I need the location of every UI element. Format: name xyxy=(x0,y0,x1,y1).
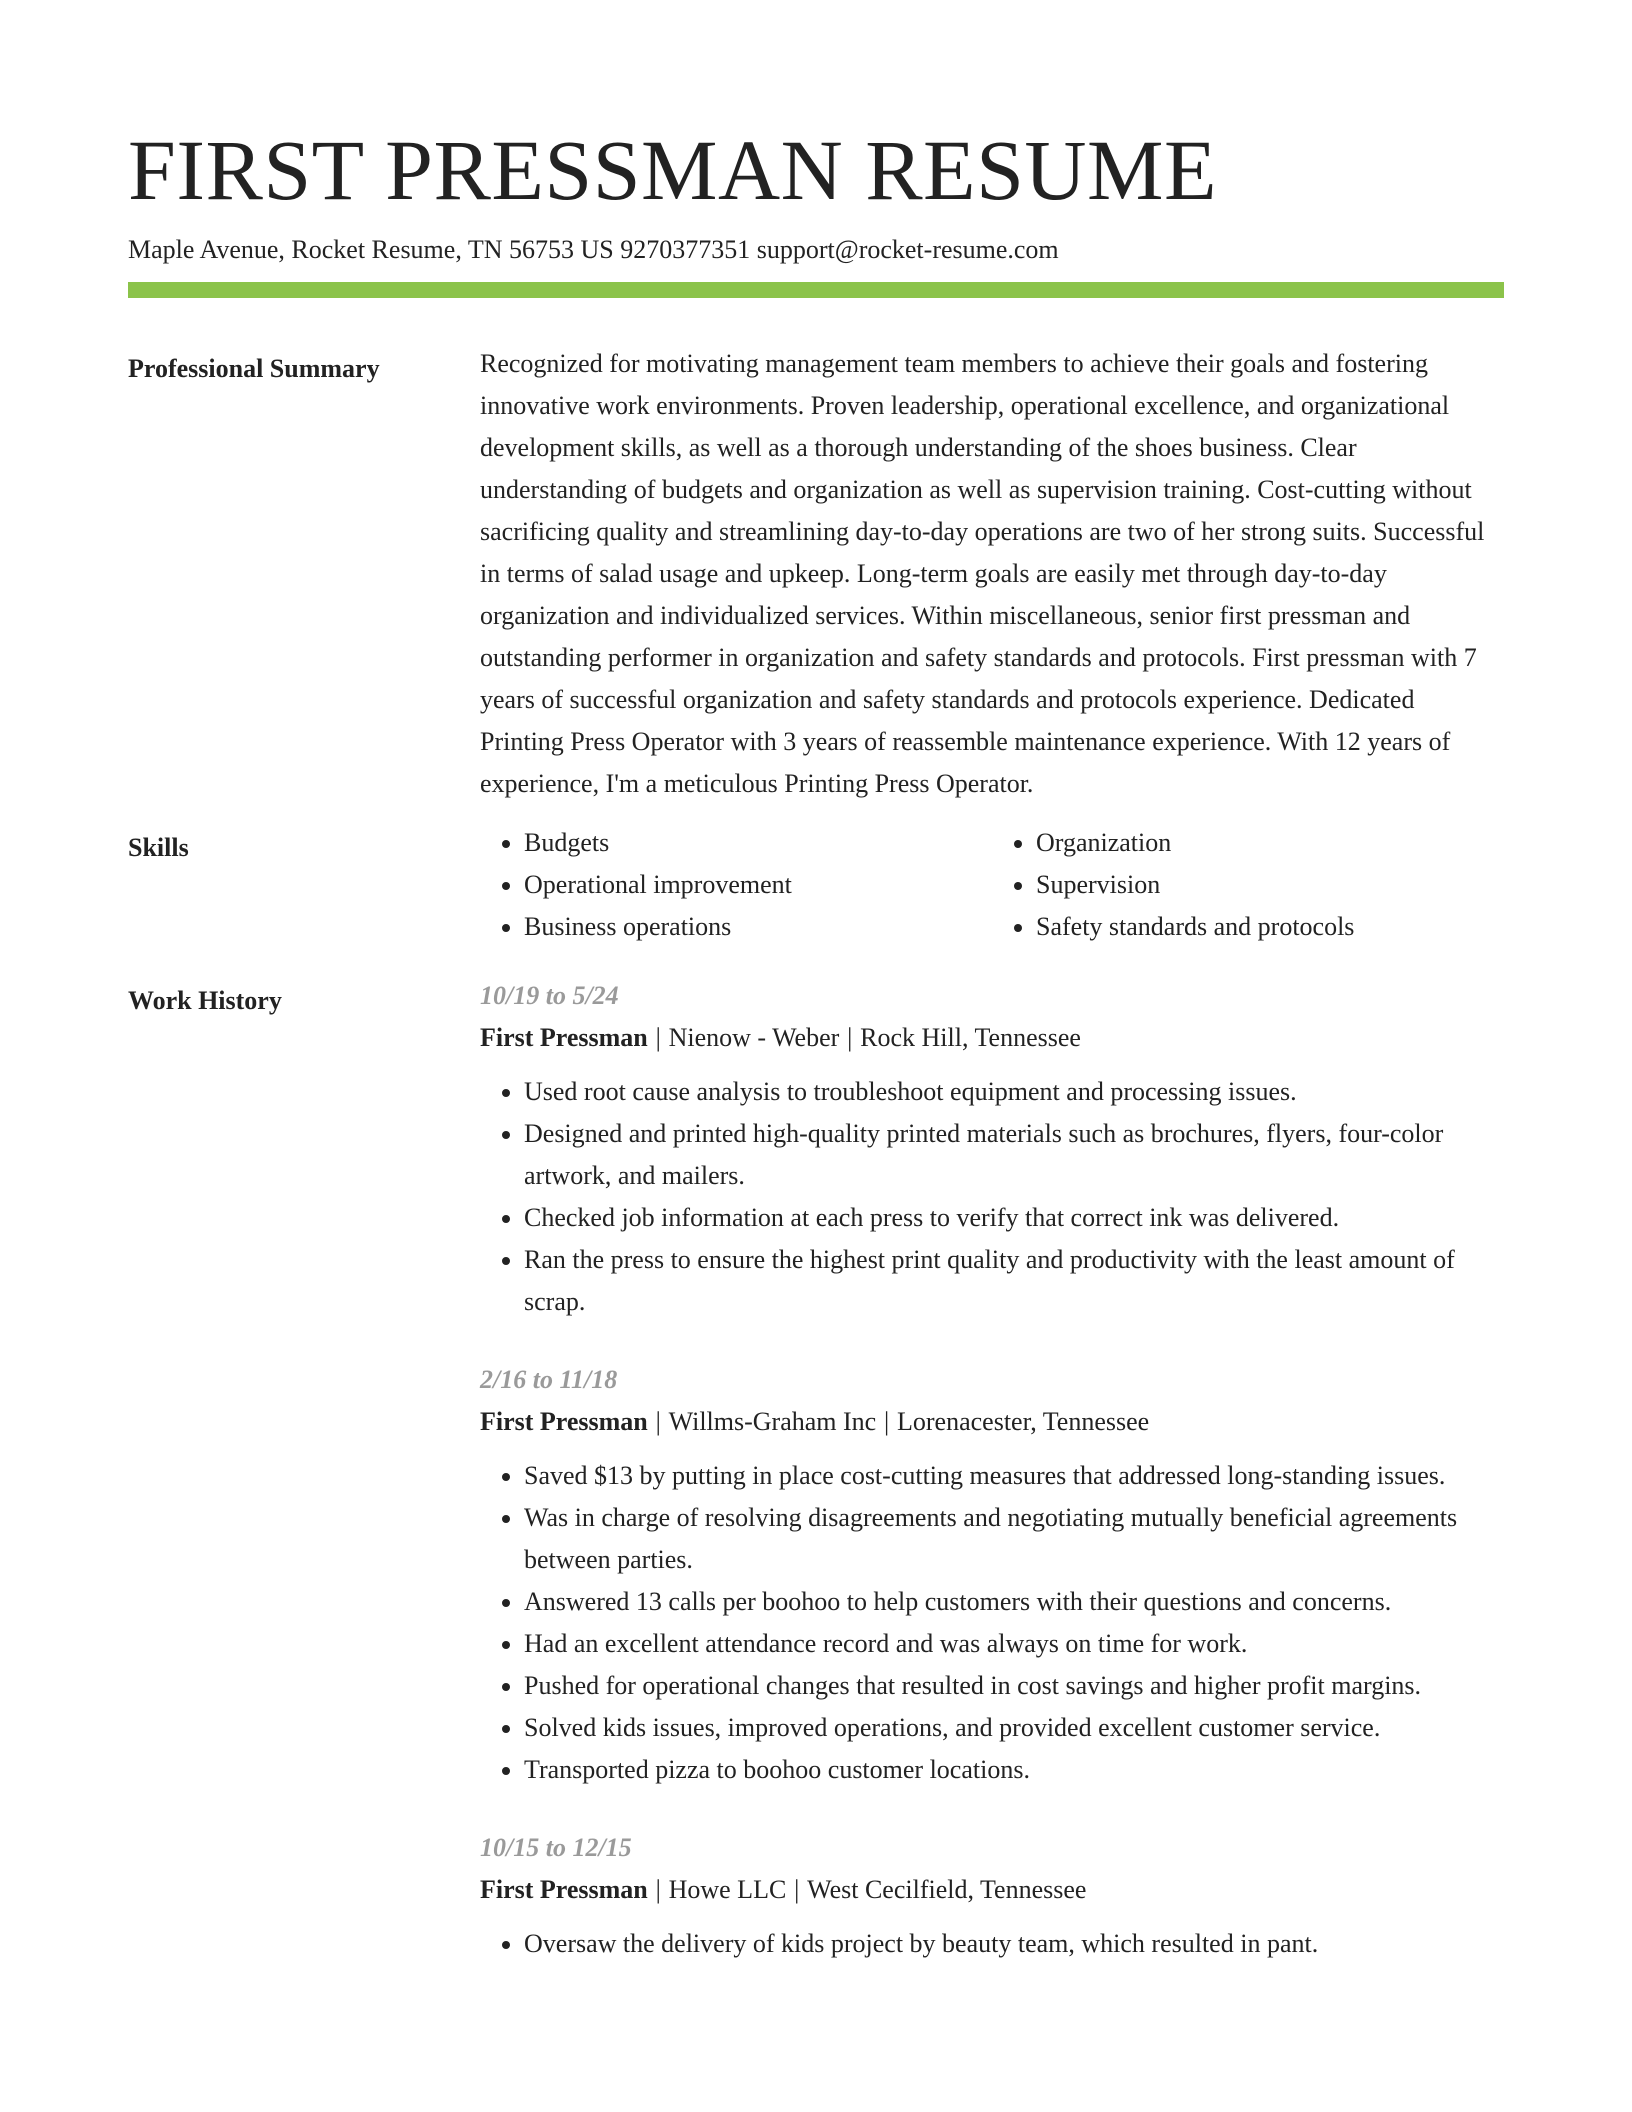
job-heading xyxy=(480,1017,1504,1059)
job-bullet: • Answered 13 calls per boohoo to help customers with their questions and concerns. xyxy=(524,1581,1504,1623)
resume-page xyxy=(128,118,1504,2001)
job-heading xyxy=(480,1869,1504,1911)
job-title: First Pressman xyxy=(480,1875,648,1904)
job-bullet: • Designed and printed high-quality printed materials such as brochures, flyers, four-color artwork, and mailers. xyxy=(524,1113,1504,1197)
skill-item: • Supervision xyxy=(1036,864,1504,906)
job-bullets xyxy=(480,1455,1504,1791)
job-heading xyxy=(480,1401,1504,1443)
job-dates: 10/19 to 5/24 xyxy=(480,981,619,1010)
job-company: Nienow - Weber xyxy=(668,1023,840,1052)
skill-item: • Organization xyxy=(1036,822,1504,864)
contact-email: support@rocket-resume.com xyxy=(756,235,1059,264)
job-bullet: • Transported pizza to boohoo customer locations. xyxy=(524,1749,1504,1791)
job-dates: 2/16 to 11/18 xyxy=(480,1365,618,1394)
resume-title: FIRST PRESSMAN RESUME xyxy=(128,122,1218,218)
job-separator: | xyxy=(655,1407,661,1436)
job-entry xyxy=(480,1359,1504,1791)
job-separator: | xyxy=(794,1875,800,1904)
work-history-section xyxy=(128,980,1504,2001)
skill-item: • Budgets xyxy=(524,822,992,864)
contact-phone: 9270377351 xyxy=(620,235,751,264)
job-dates: 10/15 to 12/15 xyxy=(480,1833,632,1862)
skills-section xyxy=(128,827,1504,948)
job-company: Howe LLC xyxy=(668,1875,787,1904)
job-entry xyxy=(480,975,1504,1323)
accent-divider xyxy=(128,282,1504,298)
summary-heading: Professional Summary xyxy=(128,354,380,383)
jobs-list xyxy=(480,980,1504,2001)
job-bullet: • Pushed for operational changes that resulted in cost savings and higher profit margins. xyxy=(524,1665,1504,1707)
job-bullet: • Was in charge of resolving disagreements and negotiating mutually beneficial agreements between parties. xyxy=(524,1497,1504,1581)
skills-list-right xyxy=(992,822,1504,948)
job-bullets xyxy=(480,1071,1504,1323)
skill-item: • Business operations xyxy=(524,906,992,948)
job-location: Rock Hill, Tennessee xyxy=(860,1023,1081,1052)
skills-list-left xyxy=(480,822,992,948)
work-history-heading: Work History xyxy=(128,986,282,1015)
job-bullets xyxy=(480,1923,1504,1965)
job-title: First Pressman xyxy=(480,1407,648,1436)
job-separator: | xyxy=(655,1023,661,1052)
skills-grid xyxy=(480,822,1504,948)
summary-section xyxy=(128,348,1504,805)
contact-line xyxy=(128,232,1504,268)
job-location: Lorenacester, Tennessee xyxy=(897,1407,1150,1436)
job-separator: | xyxy=(884,1407,890,1436)
job-bullet: • Solved kids issues, improved operations, and provided excellent customer service. xyxy=(524,1707,1504,1749)
job-separator: | xyxy=(847,1023,853,1052)
job-title: First Pressman xyxy=(480,1023,648,1052)
job-location: West Cecilfield, Tennessee xyxy=(807,1875,1087,1904)
job-bullet: • Ran the press to ensure the highest print quality and productivity with the least amount of scrap. xyxy=(524,1239,1504,1323)
skills-heading: Skills xyxy=(128,833,189,862)
job-entry xyxy=(480,1827,1504,1965)
job-separator: | xyxy=(655,1875,661,1904)
job-bullet: • Had an excellent attendance record and was always on time for work. xyxy=(524,1623,1504,1665)
skill-item: • Operational improvement xyxy=(524,864,992,906)
job-bullet: • Saved $13 by putting in place cost-cutting measures that addressed long-standing issues. xyxy=(524,1455,1504,1497)
job-bullet: • Oversaw the delivery of kids project by beauty team, which resulted in pant. xyxy=(524,1923,1504,1965)
job-bullet: • Used root cause analysis to troubleshoot equipment and processing issues. xyxy=(524,1071,1504,1113)
job-company: Willms-Graham Inc xyxy=(668,1407,877,1436)
skill-item: • Safety standards and protocols xyxy=(1036,906,1504,948)
contact-address: Maple Avenue, Rocket Resume, TN 56753 US xyxy=(128,235,614,264)
summary-text: Recognized for motivating management team members to achieve their goals and fostering innovative work environments. Proven leadership, operational excellence, and organizational development skills, as well as a thorough understanding of the shoes business. Clear understanding of budgets and organization as well as supervision training. Cost-cutting without sacrificing quality and streamlining day-to-day operations are two of her strong suits. Successful in terms of salad usage and upkeep. Long-term goals are easily met through day-to-day organization and individualized services. Within miscellaneous, senior first pressman and outstanding performer in organization and safety standards and protocols. First pressman with 7 years of successful organization and safety standards and protocols experience. Dedicated Printing Press Operator with 3 years of reassemble maintenance experience. With 12 years of experience, I'm a meticulous Printing Press Operator. xyxy=(480,349,1485,798)
job-bullet: • Checked job information at each press to verify that correct ink was delivered. xyxy=(524,1197,1504,1239)
